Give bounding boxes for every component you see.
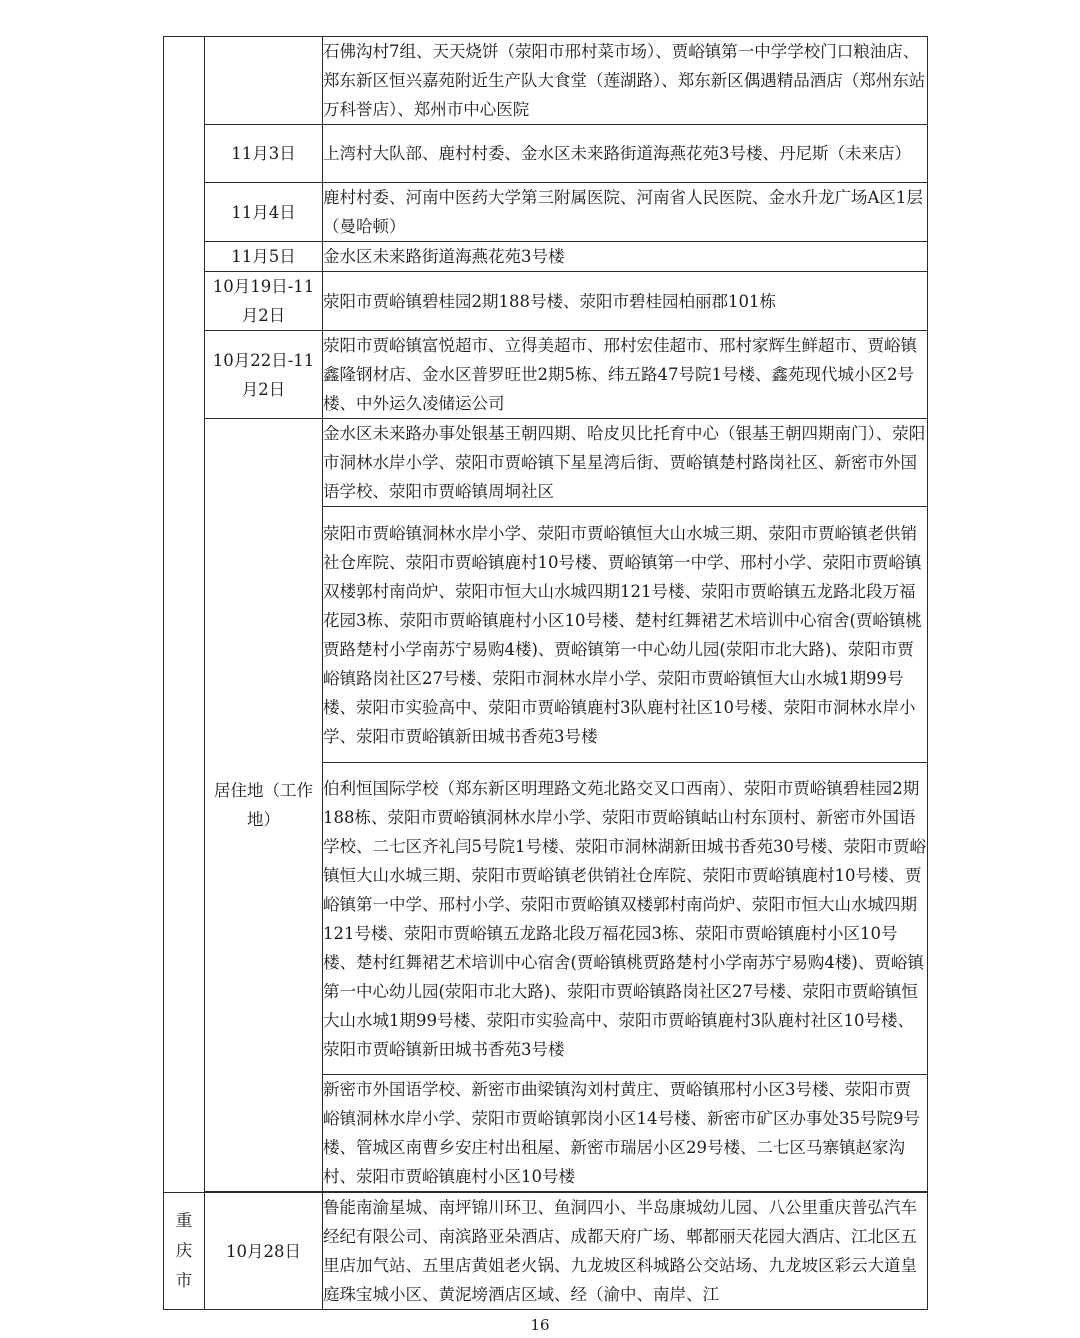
table-row [164, 125, 928, 183]
place-cell: 金水区未来路办事处银基王朝四期、哈皮贝比托育中心（银基王朝四期南门）、荥阳市洞林水岸小学、荥阳市贾峪镇下星星湾后街、贾峪镇楚村路岗社区、新密市外国语学校、荥阳市贾峪镇周垌社区 [323, 419, 928, 507]
place-cell: 荥阳市贾峪镇碧桂园2期188号楼、荥阳市碧桂园柏丽郡101栋 [323, 272, 928, 331]
table-row [164, 37, 928, 125]
table-row [164, 1193, 928, 1310]
date-cell: 10月22日-11月2日 [205, 331, 323, 419]
place-cell: 新密市外国语学校、新密市曲梁镇沟刘村黄庄、贾峪镇邢村小区3号楼、荥阳市贾峪镇洞林水岸小学、荥阳市贾峪镇郭岗小区14号楼、新密市矿区办事处35号院9号楼、管城区南曹乡安庄村出租屋、新密市瑞居小区29号楼、二七区马寨镇赵家沟村、荥阳市贾峪镇鹿村小区10号楼 [323, 1075, 928, 1192]
place-cell: 鲁能南渝星城、南坪锦川环卫、鱼洞四小、半岛康城幼儿园、八公里重庆普弘汽车经纪有限公司、南滨路亚朵酒店、成都天府广场、郫都丽天花园大酒店、江北区五里店加气站、五里店黄姐老火锅、九龙坡区科城路公交站场、九龙坡区彩云大道皇庭珠宝城小区、黄泥塝酒店区域、经（渝中、南岸、江 [323, 1193, 928, 1310]
city-cell-empty [164, 37, 205, 1193]
place-cell: 伯利恒国际学校（郑东新区明理路文苑北路交叉口西南）、荥阳市贾峪镇碧桂园2期188栋、荥阳市贾峪镇洞林水岸小学、荥阳市贾峪镇岵山村东顶村、新密市外国语学校、二七区齐礼闫5号院1号楼、荥阳市洞林湖新田城书香苑30号楼、荥阳市贾峪镇恒大山水城三期、荥阳市贾峪镇老供销社仓库院、荥阳市贾峪镇鹿村10号楼、贾峪镇第一中学、邢村小学、荥阳市贾峪镇双楼郭村南尚炉、荥阳市恒大山水城四期121号楼、荥阳市贾峪镇五龙路北段万福花园3栋、荥阳市贾峪镇鹿村小区10号楼、楚村红舞裙艺术培训中心宿舍(贾峪镇桃贾路楚村小学南苏宁易购4楼)、贾峪镇第一中心幼儿园(荥阳市北大路)、荥阳市贾峪镇路岗社区27号楼、荥阳市贾峪镇恒大山水城1期99号楼、荥阳市实验高中、荥阳市贾峪镇鹿村3队鹿村社区10号楼、荥阳市贾峪镇新田城书香苑3号楼 [323, 763, 928, 1075]
date-cell [205, 37, 323, 125]
date-cell: 10月19日-11月2日 [205, 272, 323, 331]
residence-label: 居住地（工作地） [205, 419, 323, 1192]
date-cell: 11月4日 [205, 183, 323, 242]
city-name: 重庆市 [175, 1211, 193, 1290]
table-row [164, 183, 928, 242]
place-cell: 荥阳市贾峪镇洞林水岸小学、荥阳市贾峪镇恒大山水城三期、荥阳市贾峪镇老供销社仓库院、荥阳市贾峪镇鹿村10号楼、贾峪镇第一中学、邢村小学、荥阳市贾峪镇双楼郭村南尚炉、荥阳市恒大山水城四期121号楼、荥阳市贾峪镇五龙路北段万福花园3栋、荥阳市贾峪镇鹿村小区10号楼、楚村红舞裙艺术培训中心宿舍(贾峪镇桃贾路楚村小学南苏宁易购4楼)、贾峪镇第一中心幼儿园(荥阳市北大路)、荥阳市贾峪镇路岗社区27号楼、荥阳市洞林水岸小学、荥阳市贾峪镇恒大山水城1期99号楼、荥阳市实验高中、荥阳市贾峪镇鹿村3队鹿村社区10号楼、荥阳市洞林水岸小学、荥阳市贾峪镇新田城书香苑3号楼 [323, 507, 928, 763]
page-number: 16 [530, 1316, 550, 1334]
place-cell: 鹿村村委、河南中医药大学第三附属医院、河南省人民医院、金水升龙广场A区1层（曼哈顿） [323, 183, 928, 242]
table-row [164, 272, 928, 331]
place-cell: 金水区未来路街道海燕花苑3号楼 [323, 242, 928, 272]
date-cell: 11月3日 [205, 125, 323, 183]
locations-table [163, 36, 928, 1310]
city-cell [164, 1193, 205, 1310]
place-cell: 石佛沟村7组、天天烧饼（荥阳市邢村菜市场）、贾峪镇第一中学学校门口粮油店、郑东新区恒兴嘉苑附近生产队大食堂（莲湖路）、郑东新区偶遇精品酒店（郑州东站万科誉店）、郑州市中心医院 [323, 37, 928, 125]
date-cell: 10月28日 [205, 1193, 323, 1310]
place-cell: 荥阳市贾峪镇富悦超市、立得美超市、邢村宏佳超市、邢村家辉生鲜超市、贾峪镇鑫隆钢材店、金水区普罗旺世2期5栋、纬五路47号院1号楼、鑫苑现代城小区2号楼、中外运久凌储运公司 [323, 331, 928, 419]
table-row [164, 419, 928, 507]
date-cell: 11月5日 [205, 242, 323, 272]
place-cell: 上湾村大队部、鹿村村委、金水区未来路街道海燕花苑3号楼、丹尼斯（未来店） [323, 125, 928, 183]
table-row [164, 242, 928, 272]
table-row [164, 331, 928, 419]
